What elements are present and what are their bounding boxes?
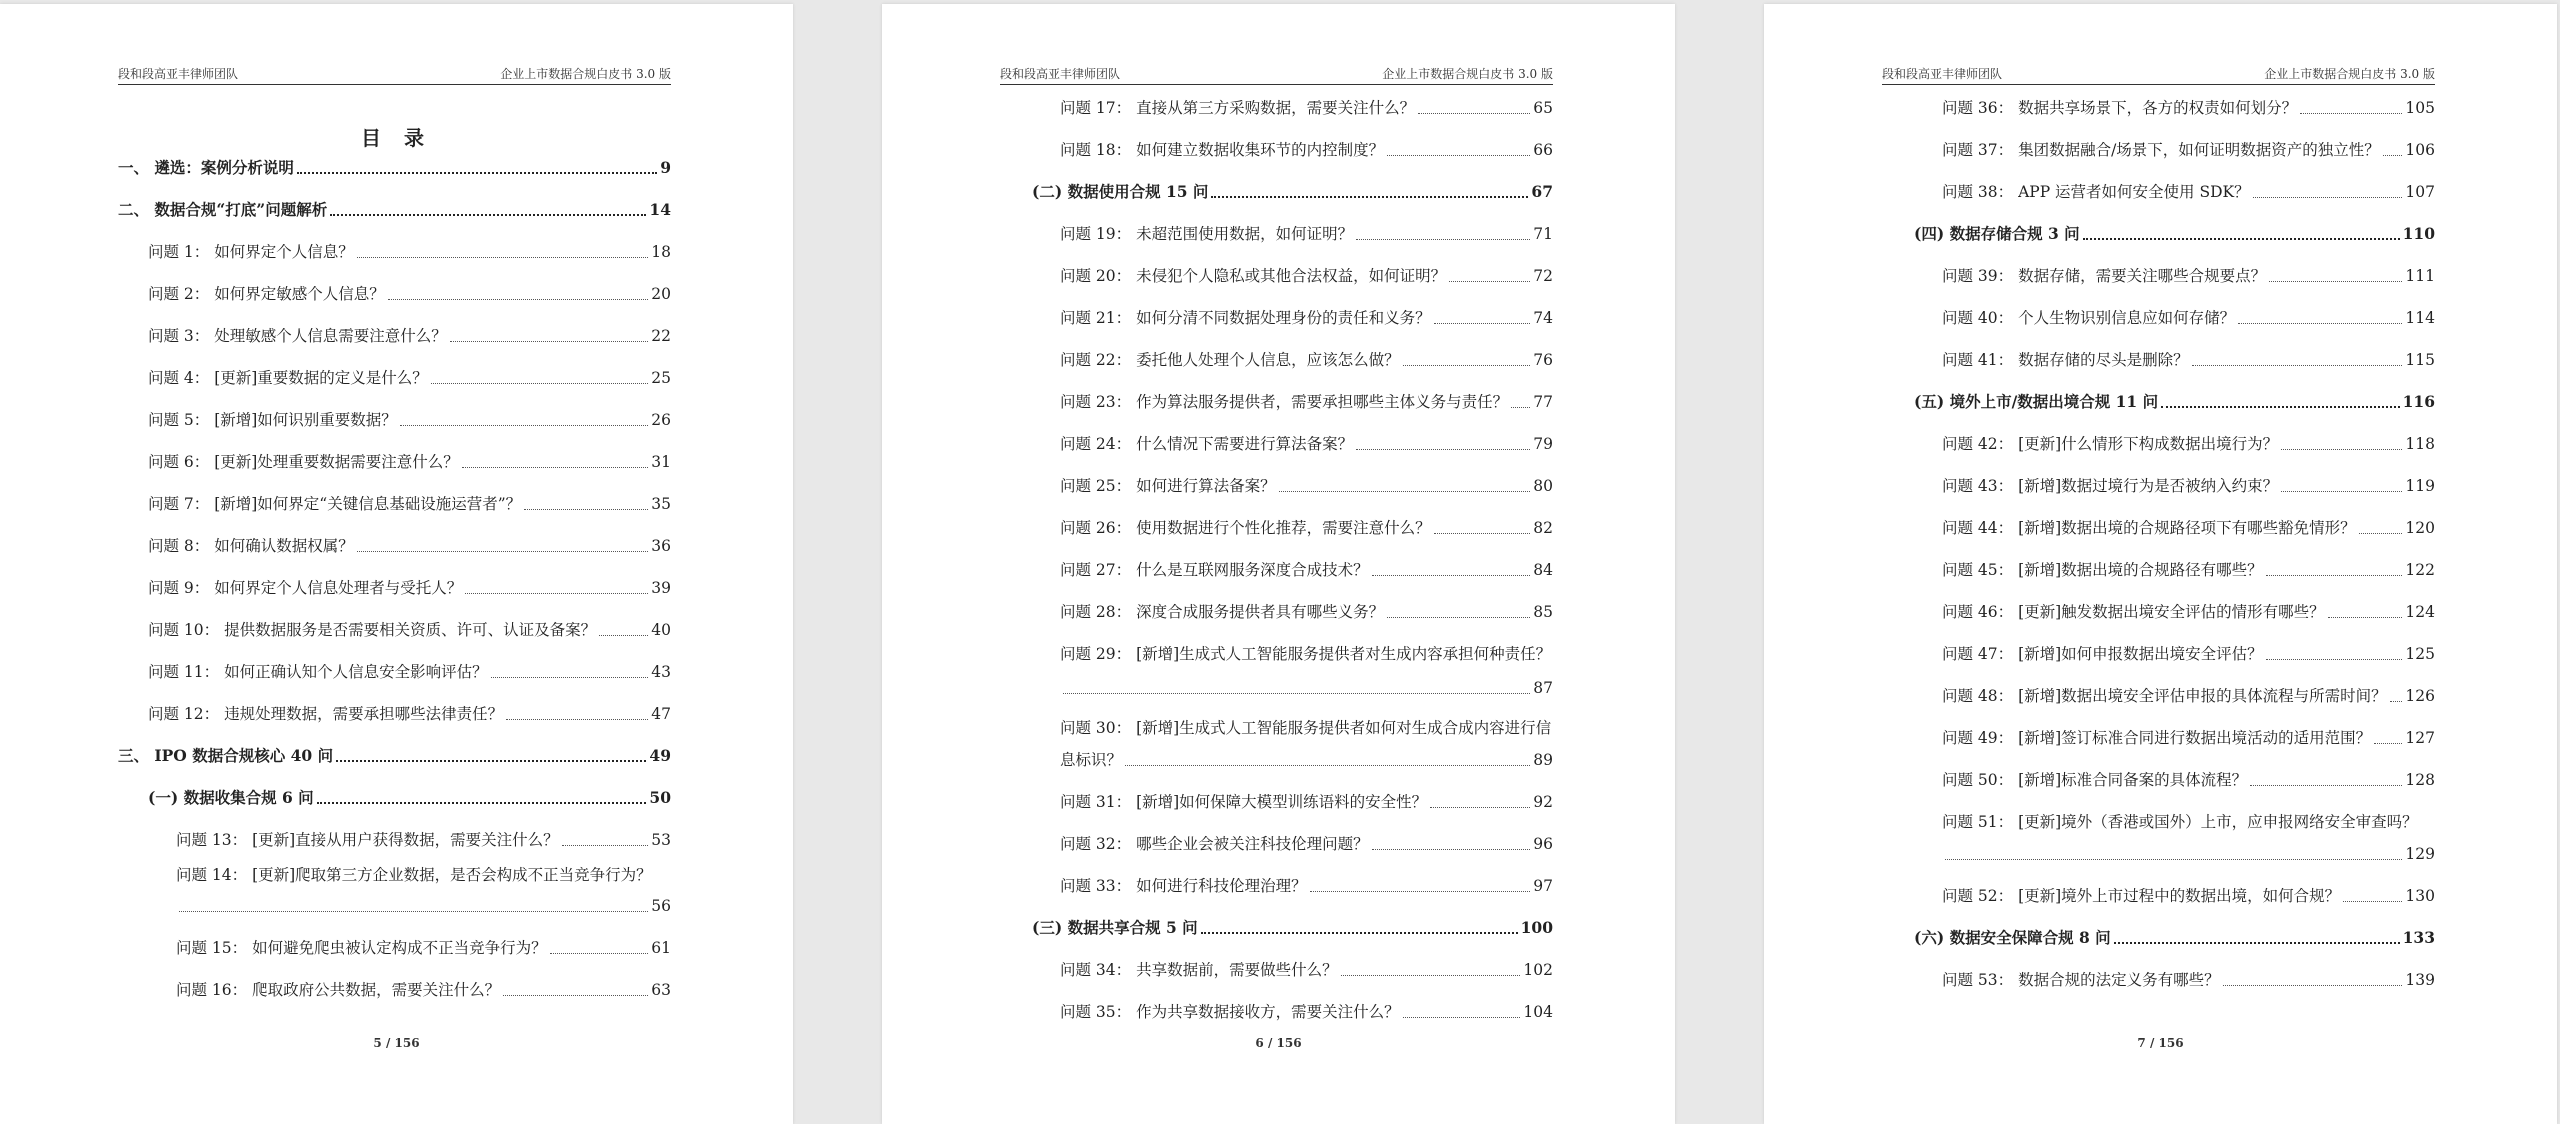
toc-leader-dots (1356, 239, 1530, 240)
header-left: 段和段高亚丰律师团队 (1000, 67, 1121, 81)
toc-entry[interactable] (1060, 998, 1553, 1026)
toc-entry[interactable] (148, 532, 671, 560)
toc-entry[interactable] (148, 574, 671, 602)
toc-entry[interactable] (176, 934, 671, 962)
toc-leader-dots (2281, 449, 2402, 450)
toc-entry-title: 问题 11： 如何正确认知个人信息安全影响评估？ (148, 663, 488, 681)
toc-leader-dots (1434, 323, 1531, 324)
toc-page-number: 104 (1523, 1003, 1553, 1021)
toc-leader-dots (599, 635, 648, 636)
toc-entry[interactable] (1060, 220, 1553, 248)
toc-page-number: 53 (651, 831, 671, 849)
toc-entry[interactable] (1942, 94, 2435, 122)
toc-entry-title: 问题 36： 数据共享场景下，各方的权责如何划分？ (1942, 99, 2298, 117)
toc-page-number: 22 (651, 327, 671, 345)
toc-page-number: 61 (651, 939, 671, 957)
toc-entry-title: 一、 遴选：案例分析说明 (118, 158, 294, 177)
toc-leader-dots (2253, 197, 2403, 198)
toc-entry[interactable] (1942, 766, 2435, 794)
toc-entry-title: 问题 2： 如何界定敏感个人信息？ (148, 285, 385, 303)
toc-page-number: 18 (651, 243, 671, 261)
toc-leader-dots (2359, 533, 2403, 534)
toc-entry[interactable] (1060, 388, 1553, 416)
toc-entry-title: 问题 21： 如何分清不同数据处理身份的责任和义务？ (1060, 309, 1431, 327)
toc-entry[interactable] (148, 616, 671, 644)
toc-entry-title: 问题 23： 作为算法服务提供者，需要承担哪些主体义务与责任？ (1060, 393, 1509, 411)
toc-leader-dots (2281, 491, 2402, 492)
toc-entry-title: 问题 10： 提供数据服务是否需要相关资质、许可、认证及备案？ (148, 621, 597, 639)
toc-entry[interactable] (1060, 872, 1553, 900)
toc-leader-dots (1403, 365, 1531, 366)
toc-entry-title: (一) 数据收集合规 6 问 (148, 788, 314, 807)
toc-leader-dots (1341, 975, 1521, 976)
toc-entry[interactable] (176, 892, 671, 920)
toc-entry-title: 问题 3： 处理敏感个人信息需要注意什么？ (148, 327, 447, 345)
toc-entry-title: 问题 31： [新增]如何保障大模型训练语料的安全性？ (1060, 793, 1428, 811)
page-footer: 5 / 156 (373, 1036, 420, 1050)
toc-entry[interactable] (176, 826, 671, 854)
toc-entry-title: (六) 数据安全保障合规 8 问 (1914, 928, 2111, 947)
toc-entry-title: 问题 20： 未侵犯个人隐私或其他合法权益，如何证明？ (1060, 267, 1447, 285)
page-footer: 6 / 156 (1255, 1036, 1302, 1050)
toc-entry[interactable] (1942, 178, 2435, 206)
toc-leader-dots (179, 911, 648, 912)
toc-page-number: 118 (2405, 435, 2435, 453)
toc-page-number: 127 (2405, 729, 2435, 747)
toc-entry-title: 问题 9： 如何界定个人信息处理者与受托人？ (148, 579, 463, 597)
toc-entry[interactable] (148, 700, 671, 728)
toc-page-number: 39 (651, 579, 671, 597)
toc-page-number: 77 (1533, 393, 1553, 411)
toc-leader-dots (388, 299, 649, 300)
toc-page-number: 120 (2405, 519, 2435, 537)
toc-leader-dots (2083, 238, 2400, 240)
toc-leader-dots (1945, 859, 2402, 860)
toc-entry-title: 问题 51： [更新]境外（香港或国外）上市，应申报网络安全审查吗？ (1942, 813, 2418, 831)
toc-page-number: 76 (1533, 351, 1553, 369)
toc-page-number: 50 (649, 788, 671, 807)
toc-leader-dots (450, 341, 649, 342)
toc-leader-dots (1403, 1017, 1521, 1018)
toc-section-entry[interactable] (1032, 178, 1553, 206)
toc-entry-title: 问题 37： 集团数据融合/场景下，如何证明数据资产的独立性？ (1942, 141, 2380, 159)
toc-page-number: 97 (1533, 877, 1553, 895)
toc-entry[interactable] (148, 490, 671, 518)
toc-entry-title: 问题 32： 哪些企业会被关注科技伦理问题？ (1060, 835, 1369, 853)
toc-leader-dots (330, 214, 646, 216)
toc-page-number: 40 (651, 621, 671, 639)
toc-entry[interactable] (176, 976, 671, 1004)
toc-page-number: 26 (651, 411, 671, 429)
toc-entry-title: (五) 境外上市/数据出境合规 11 问 (1914, 392, 2159, 411)
header-right: 企业上市数据合规白皮书 3.0 版 (2264, 67, 2435, 81)
toc-section-entry[interactable] (1914, 220, 2435, 248)
toc-entry-title: 问题 22： 委托他人处理个人信息，应该怎么做？ (1060, 351, 1400, 369)
toc-leader-dots (2114, 942, 2400, 944)
toc-entry[interactable] (1942, 966, 2435, 994)
toc-entry[interactable] (148, 238, 671, 266)
toc-leader-dots (336, 760, 646, 762)
toc-leader-dots (2266, 659, 2403, 660)
toc-leader-dots (550, 953, 649, 954)
toc-entry[interactable] (1942, 514, 2435, 542)
header-left: 段和段高亚丰律师团队 (1882, 67, 2003, 81)
toc-entry-title: (三) 数据共享合规 5 问 (1032, 918, 1198, 937)
document-page-5 (0, 4, 793, 1124)
toc-entry[interactable] (1942, 262, 2435, 290)
toc-entry-title: 问题 6： [更新]处理重要数据需要注意什么？ (148, 453, 459, 471)
toc-leader-dots (1211, 196, 1528, 198)
toc-leader-dots (2192, 365, 2403, 366)
toc-leader-dots (1372, 849, 1531, 850)
toc-page-number: 49 (649, 746, 671, 765)
toc-page-number: 106 (2405, 141, 2435, 159)
toc-page-number: 67 (1531, 182, 1553, 201)
toc-page-number: 87 (1533, 679, 1553, 697)
toc-entry-title: 问题 49： [新增]签订标准合同进行数据出境活动的适用范围？ (1942, 729, 2372, 747)
toc-leader-dots (1434, 533, 1531, 534)
toc-page-number: 122 (2405, 561, 2435, 579)
toc-leader-dots (465, 593, 648, 594)
toc-entry-title: 问题 39： 数据存储，需要关注哪些合规要点？ (1942, 267, 2267, 285)
toc-entry-title: 问题 44： [新增]数据出境的合规路径项下有哪些豁免情形？ (1942, 519, 2356, 537)
toc-leader-dots (1418, 113, 1530, 114)
toc-section-entry[interactable] (1032, 914, 1553, 942)
toc-entry-title: 问题 35： 作为共享数据接收方，需要关注什么？ (1060, 1003, 1400, 1021)
toc-section-entry[interactable] (118, 742, 671, 770)
toc-leader-dots (1201, 932, 1518, 934)
toc-page-number: 35 (651, 495, 671, 513)
toc-entry[interactable] (1060, 830, 1553, 858)
toc-leader-dots (1372, 575, 1531, 576)
toc-entry-title: 问题 14： [更新]爬取第三方企业数据，是否会构成不正当竞争行为？ (176, 866, 652, 884)
toc-page-number: 115 (2405, 351, 2435, 369)
toc-page-number: 89 (1533, 751, 1553, 769)
toc-entry-title: 问题 38： APP 运营者如何安全使用 SDK？ (1942, 183, 2250, 201)
toc-entry[interactable] (1060, 746, 1553, 774)
toc-page-number: 100 (1520, 918, 1553, 937)
toc-leader-dots (1125, 765, 1530, 766)
toc-leader-dots (562, 845, 649, 846)
toc-entry-title: 问题 34： 共享数据前，需要做些什么？ (1060, 961, 1338, 979)
toc-entry-title: 问题 19： 未超范围使用数据，如何证明？ (1060, 225, 1354, 243)
toc-page-number: 92 (1533, 793, 1553, 811)
toc-entry-title: 问题 33： 如何进行科技伦理治理？ (1060, 877, 1307, 895)
toc-page-number: 79 (1533, 435, 1553, 453)
toc-page-number: 125 (2405, 645, 2435, 663)
toc-page-number: 85 (1533, 603, 1553, 621)
toc-entry-title: 问题 29： [新增]生成式人工智能服务提供者对生成内容承担何种责任？ (1060, 645, 1552, 663)
toc-page-number: 25 (651, 369, 671, 387)
toc-leader-dots (524, 509, 648, 510)
toc-entry-title: 问题 13： [更新]直接从用户获得数据，需要关注什么？ (176, 831, 559, 849)
toc-section-entry[interactable] (1914, 388, 2435, 416)
toc-entry[interactable] (1060, 788, 1553, 816)
toc-entry[interactable] (148, 658, 671, 686)
toc-entry-title: 问题 1： 如何界定个人信息？ (148, 243, 354, 261)
toc-leader-dots (2390, 701, 2403, 702)
toc-entry[interactable] (148, 406, 671, 434)
toc-leader-dots (1511, 407, 1530, 408)
toc-entry[interactable] (148, 364, 671, 392)
header-left: 段和段高亚丰律师团队 (118, 67, 239, 81)
toc-entry[interactable] (1942, 808, 2435, 836)
toc-entry-title: 问题 27： 什么是互联网服务深度合成技术？ (1060, 561, 1369, 579)
toc-leader-dots (2383, 155, 2403, 156)
toc-title: 目 录 (361, 126, 432, 150)
toc-section-entry[interactable] (148, 784, 671, 812)
toc-entry-title: 问题 4： [更新]重要数据的定义是什么？ (148, 369, 428, 387)
toc-page-number: 116 (2402, 392, 2435, 411)
toc-page-number: 96 (1533, 835, 1553, 853)
toc-entry-title: 问题 41： 数据存储的尽头是删除？ (1942, 351, 2189, 369)
toc-leader-dots (2300, 113, 2402, 114)
toc-leader-dots (2269, 281, 2402, 282)
toc-leader-dots (1387, 617, 1530, 618)
toc-entry-title: 问题 26： 使用数据进行个性化推荐，需要注意什么？ (1060, 519, 1431, 537)
toc-entry[interactable] (1060, 94, 1553, 122)
toc-entry-title: 问题 16： 爬取政府公共数据，需要关注什么？ (176, 981, 501, 999)
toc-leader-dots (1387, 155, 1530, 156)
toc-entry-title: 问题 50： [新增]标准合同备案的具体流程？ (1942, 771, 2248, 789)
toc-entry-title: 问题 48： [新增]数据出境安全评估申报的具体流程与所需时间？ (1942, 687, 2387, 705)
toc-entry[interactable] (1060, 714, 1553, 742)
toc-page-number: 133 (2402, 928, 2435, 947)
toc-entry[interactable] (1942, 598, 2435, 626)
toc-leader-dots (491, 677, 649, 678)
toc-page-number: 129 (2405, 845, 2435, 863)
toc-page-number: 126 (2405, 687, 2435, 705)
toc-leader-dots (2266, 575, 2403, 576)
toc-page-number: 84 (1533, 561, 1553, 579)
toc-entry-title: 问题 30： [新增]生成式人工智能服务提供者如何对生成合成内容进行信 (1060, 719, 1552, 737)
toc-page-number: 65 (1533, 99, 1553, 117)
header-right: 企业上市数据合规白皮书 3.0 版 (500, 67, 671, 81)
toc-page-number: 82 (1533, 519, 1553, 537)
toc-entry-title: 问题 18： 如何建立数据收集环节的内控制度？ (1060, 141, 1385, 159)
toc-entry[interactable] (1942, 724, 2435, 752)
toc-page-number: 119 (2405, 477, 2435, 495)
toc-leader-dots (1310, 891, 1531, 892)
toc-page-number: 74 (1533, 309, 1553, 327)
toc-leader-dots (357, 257, 649, 258)
toc-page-number: 71 (1533, 225, 1553, 243)
toc-leader-dots (357, 551, 649, 552)
toc-page-number: 111 (2405, 267, 2435, 285)
toc-leader-dots (1063, 693, 1530, 694)
toc-entry-title: 问题 7： [新增]如何界定“关键信息基础设施运营者”？ (148, 495, 522, 513)
toc-entry-title: 问题 15： 如何避免爬虫被认定构成不正当竞争行为？ (176, 939, 547, 957)
toc-leader-dots (2250, 785, 2402, 786)
toc-page-number: 110 (2402, 224, 2435, 243)
toc-entry-title: 问题 45： [新增]数据出境的合规路径有哪些？ (1942, 561, 2263, 579)
toc-entry[interactable] (1060, 674, 1553, 702)
toc-section-entry[interactable] (118, 196, 671, 224)
toc-page-number: 102 (1523, 961, 1553, 979)
toc-leader-dots (1279, 491, 1531, 492)
toc-entry-title: 问题 53： 数据合规的法定义务有哪些？ (1942, 971, 2220, 989)
toc-page-number: 20 (651, 285, 671, 303)
page-footer: 7 / 156 (2137, 1036, 2184, 1050)
toc-page-number: 130 (2405, 887, 2435, 905)
toc-entry[interactable] (1942, 640, 2435, 668)
toc-entry[interactable] (1060, 346, 1553, 374)
toc-leader-dots (2328, 617, 2403, 618)
toc-page-number: 36 (651, 537, 671, 555)
toc-page-number: 139 (2405, 971, 2435, 989)
toc-entry[interactable] (1060, 598, 1553, 626)
toc-entry[interactable] (1060, 136, 1553, 164)
toc-entry-title: 问题 5： [新增]如何识别重要数据？ (148, 411, 397, 429)
toc-page-number: 128 (2405, 771, 2435, 789)
toc-page-number: 114 (2405, 309, 2435, 327)
toc-leader-dots (2223, 985, 2403, 986)
toc-entry-title: (四) 数据存储合规 3 问 (1914, 224, 2080, 243)
toc-entry-title: 问题 43： [新增]数据过境行为是否被纳入约束？ (1942, 477, 2279, 495)
toc-leader-dots (400, 425, 648, 426)
toc-leader-dots (462, 467, 648, 468)
toc-entry[interactable] (1942, 556, 2435, 584)
toc-page-number: 47 (651, 705, 671, 723)
toc-page-number: 9 (660, 158, 671, 177)
header-right: 企业上市数据合规白皮书 3.0 版 (1382, 67, 1553, 81)
toc-entry[interactable] (148, 448, 671, 476)
toc-entry[interactable] (1060, 640, 1553, 668)
toc-page-number: 63 (651, 981, 671, 999)
toc-entry-title: 问题 52： [更新]境外上市过程中的数据出境，如何合规？ (1942, 887, 2341, 905)
toc-leader-dots (297, 172, 657, 174)
toc-entry[interactable] (1942, 882, 2435, 910)
toc-entry[interactable] (1060, 304, 1553, 332)
toc-page-number: 105 (2405, 99, 2435, 117)
document-page-7 (1764, 4, 2557, 1124)
toc-page-number: 14 (649, 200, 671, 219)
document-page-6 (882, 4, 1675, 1124)
toc-page-number: 56 (651, 897, 671, 915)
toc-entry[interactable] (1060, 514, 1553, 542)
toc-page-number: 43 (651, 663, 671, 681)
toc-page-number: 124 (2405, 603, 2435, 621)
toc-page-number: 80 (1533, 477, 1553, 495)
toc-leader-dots (503, 995, 648, 996)
toc-page-number: 66 (1533, 141, 1553, 159)
toc-page-number: 107 (2405, 183, 2435, 201)
toc-entry-title: 问题 28： 深度合成服务提供者具有哪些义务？ (1060, 603, 1385, 621)
toc-entry[interactable] (1060, 430, 1553, 458)
toc-entry-title: 问题 42： [更新]什么情形下构成数据出境行为？ (1942, 435, 2279, 453)
toc-entry-title: 问题 24： 什么情况下需要进行算法备案？ (1060, 435, 1354, 453)
toc-leader-dots (2374, 743, 2402, 744)
toc-entry-title: (二) 数据使用合规 15 问 (1032, 182, 1209, 201)
toc-section-entry[interactable] (1914, 924, 2435, 952)
toc-section-entry[interactable] (118, 154, 671, 182)
toc-entry-title: 三、 IPO 数据合规核心 40 问 (118, 746, 334, 765)
toc-leader-dots (1430, 807, 1530, 808)
toc-entry[interactable] (1942, 346, 2435, 374)
toc-entry[interactable] (1942, 430, 2435, 458)
toc-leader-dots (1449, 281, 1530, 282)
toc-leader-dots (506, 719, 648, 720)
toc-entry-title: 二、 数据合规“打底”问题解析 (118, 200, 328, 219)
toc-entry[interactable] (1942, 682, 2435, 710)
toc-leader-dots (2343, 901, 2402, 902)
toc-entry[interactable] (1060, 956, 1553, 984)
toc-entry-title: 问题 12： 违规处理数据，需要承担哪些法律责任？ (148, 705, 504, 723)
toc-entry-title: 问题 8： 如何确认数据权属？ (148, 537, 354, 555)
toc-entry[interactable] (1060, 556, 1553, 584)
toc-page-number: 72 (1533, 267, 1553, 285)
toc-leader-dots (317, 802, 647, 804)
toc-leader-dots (431, 383, 648, 384)
toc-entry[interactable] (1060, 262, 1553, 290)
toc-entry[interactable] (176, 861, 671, 889)
toc-entry-title: 问题 40： 个人生物识别信息应如何存储？ (1942, 309, 2236, 327)
toc-entry[interactable] (1060, 472, 1553, 500)
toc-leader-dots (2161, 406, 2400, 408)
toc-leader-dots (1356, 449, 1530, 450)
toc-entry[interactable] (148, 280, 671, 308)
toc-entry[interactable] (1942, 472, 2435, 500)
toc-entry-title: 问题 25： 如何进行算法备案？ (1060, 477, 1276, 495)
toc-entry[interactable] (1942, 304, 2435, 332)
toc-entry[interactable] (1942, 840, 2435, 868)
toc-entry[interactable] (1942, 136, 2435, 164)
toc-entry-title: 问题 47： [新增]如何申报数据出境安全评估？ (1942, 645, 2263, 663)
toc-leader-dots (2238, 323, 2402, 324)
toc-page-number: 31 (651, 453, 671, 471)
toc-entry-title: 问题 17： 直接从第三方采购数据，需要关注什么？ (1060, 99, 1416, 117)
toc-entry[interactable] (148, 322, 671, 350)
toc-entry-title: 息标识？ (1060, 751, 1123, 769)
toc-entry-title: 问题 46： [更新]触发数据出境安全评估的情形有哪些？ (1942, 603, 2325, 621)
